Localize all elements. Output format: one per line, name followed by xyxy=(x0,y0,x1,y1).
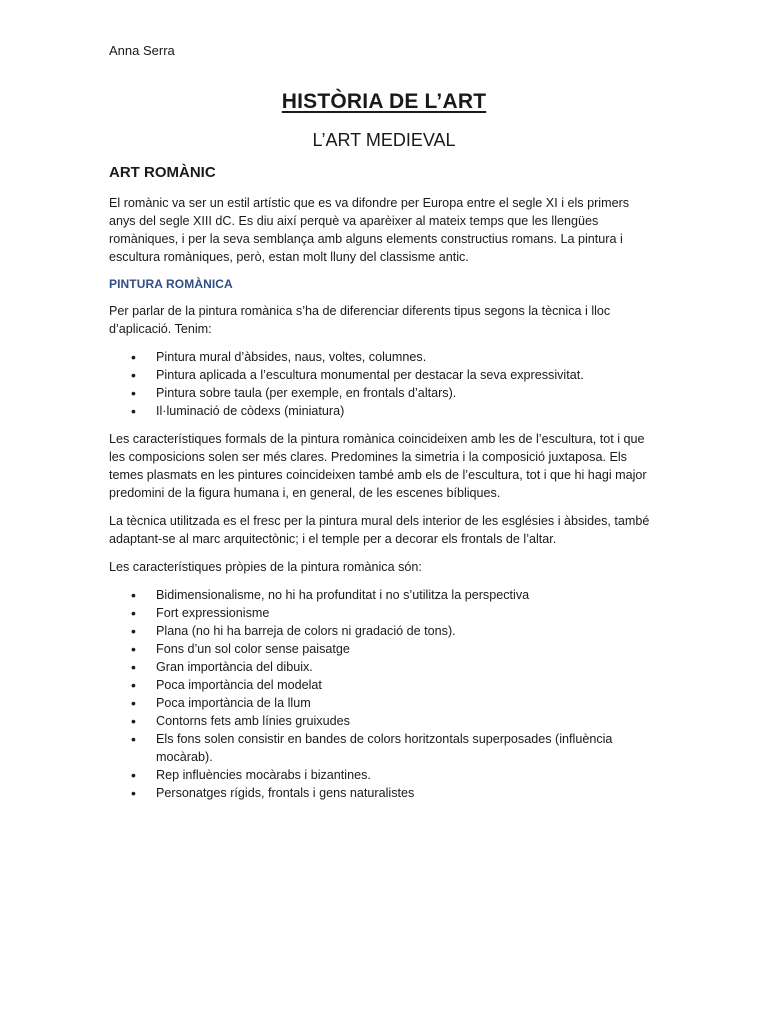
author-name: Anna Serra xyxy=(109,43,175,58)
list-item: • Rep influències mocàrabs i bizantines. xyxy=(109,766,654,784)
list-item: • Poca importància del modelat xyxy=(109,676,654,694)
document-subtitle: L’ART MEDIEVAL xyxy=(312,130,456,150)
list-item: • Gran importància del dibuix. xyxy=(109,658,654,676)
features-intro-paragraph: Les característiques pròpies de la pintura romànica són: xyxy=(109,560,422,574)
list-item: • Fort expressionisme xyxy=(109,604,654,622)
features-list xyxy=(109,586,654,802)
subsection-heading: PINTURA ROMÀNICA xyxy=(109,277,233,291)
section-heading: ART ROMÀNIC xyxy=(109,164,216,181)
list-item: • Plana (no hi ha barreja de colors ni gradació de tons). xyxy=(109,622,654,640)
list-item: • Bidimensionalisme, no hi ha profunditat i no s’utilitza la perspectiva xyxy=(109,586,654,604)
list-item: • Poca importància de la llum xyxy=(109,694,654,712)
list-item: • Pintura aplicada a l’escultura monumental per destacar la seva expressivitat. xyxy=(109,366,654,384)
list-item: • Pintura sobre taula (per exemple, en frontals d’altars). xyxy=(109,384,654,402)
types-list xyxy=(109,348,654,420)
document-body xyxy=(109,163,654,812)
list-item: • Il·luminació de còdexs (miniatura) xyxy=(109,402,654,420)
document-title: HISTÒRIA DE L’ART xyxy=(281,90,487,113)
list-item: • Els fons solen consistir en bandes de colors horitzontals superposades (influència mocàrab). xyxy=(109,730,654,766)
technique-paragraph: La tècnica utilitzada es el fresc per la pintura mural dels interior de les esglésies i àbsides, també adaptant-se al marc arquitectònic; i el temple per a decorar els frontals de l’altar. xyxy=(109,514,650,546)
list-item: • Personatges rígids, frontals i gens naturalistes xyxy=(109,784,654,802)
list-item: • Contorns fets amb línies gruixudes xyxy=(109,712,654,730)
types-intro-paragraph: Per parlar de la pintura romànica s’ha de diferenciar diferents tipus segons la tècnica i lloc d’aplicació. Tenim: xyxy=(109,304,611,336)
list-item: • Fons d’un sol color sense paisatge xyxy=(109,640,654,658)
list-item: • Pintura mural d’àbsides, naus, voltes, columnes. xyxy=(109,348,654,366)
characteristics-paragraph: Les característiques formals de la pintura romànica coincideixen amb les de l’escultura, tot i que les composicions solen ser més clares. Predomines la simetria i la composició juxtaposa. Els temes plasmats en les pintures coincideixen també amb els de l’escultura, tot i que hi hagi major predomini de la figura humana i, en general, de les escenes bíbliques. xyxy=(109,432,647,500)
intro-paragraph: El romànic va ser un estil artístic que es va difondre per Europa entre el segle XI i els primers anys del segle XIII dC. Es diu així perquè va aparèixer al mateix temps que les llengües romàniques, i per la seva semblança amb alguns elements constructius romans. La pintura i escultura romàniques, però, estan molt lluny del classisme antic. xyxy=(109,196,630,264)
